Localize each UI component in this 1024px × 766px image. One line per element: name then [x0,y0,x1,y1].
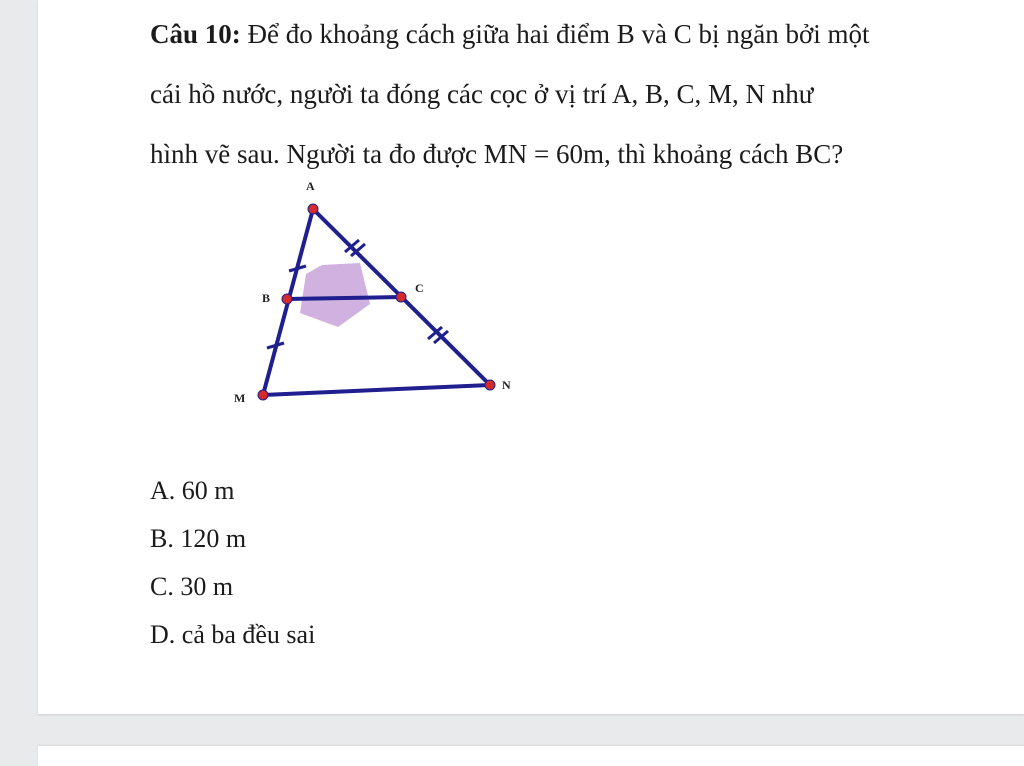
point-n [485,380,495,390]
lake-shape [300,263,370,327]
option-a[interactable]: A. 60 m [150,476,235,505]
question-text-1: Để đo khoảng cách giữa hai điểm B và C bị ngăn bởi một [240,19,870,49]
question-line-3: hình vẽ sau. Người ta đo được MN = 60m, thì khoảng cách BC? [150,139,844,169]
point-b [282,294,292,304]
point-m [258,390,268,400]
segment-bc [287,297,401,299]
label-n: N [502,378,511,392]
option-c[interactable]: C. 30 m [150,572,234,601]
point-a [308,204,318,214]
label-a: A [306,179,315,193]
question-number: Câu 10: [150,19,241,49]
segment-mn [263,385,490,395]
question-line-1 [150,18,870,50]
label-c: C [415,281,424,295]
label-m: M [234,391,246,405]
option-b[interactable]: B. 120 m [150,524,247,553]
option-d[interactable]: D. cả ba đều sai [150,620,316,649]
question-line-2: cái hồ nước, người ta đóng các cọc ở vị trí A, B, C, M, N như [150,79,814,109]
triangle-figure [210,170,530,420]
label-b: B [262,291,271,305]
point-c [396,292,406,302]
next-card [38,746,1024,766]
